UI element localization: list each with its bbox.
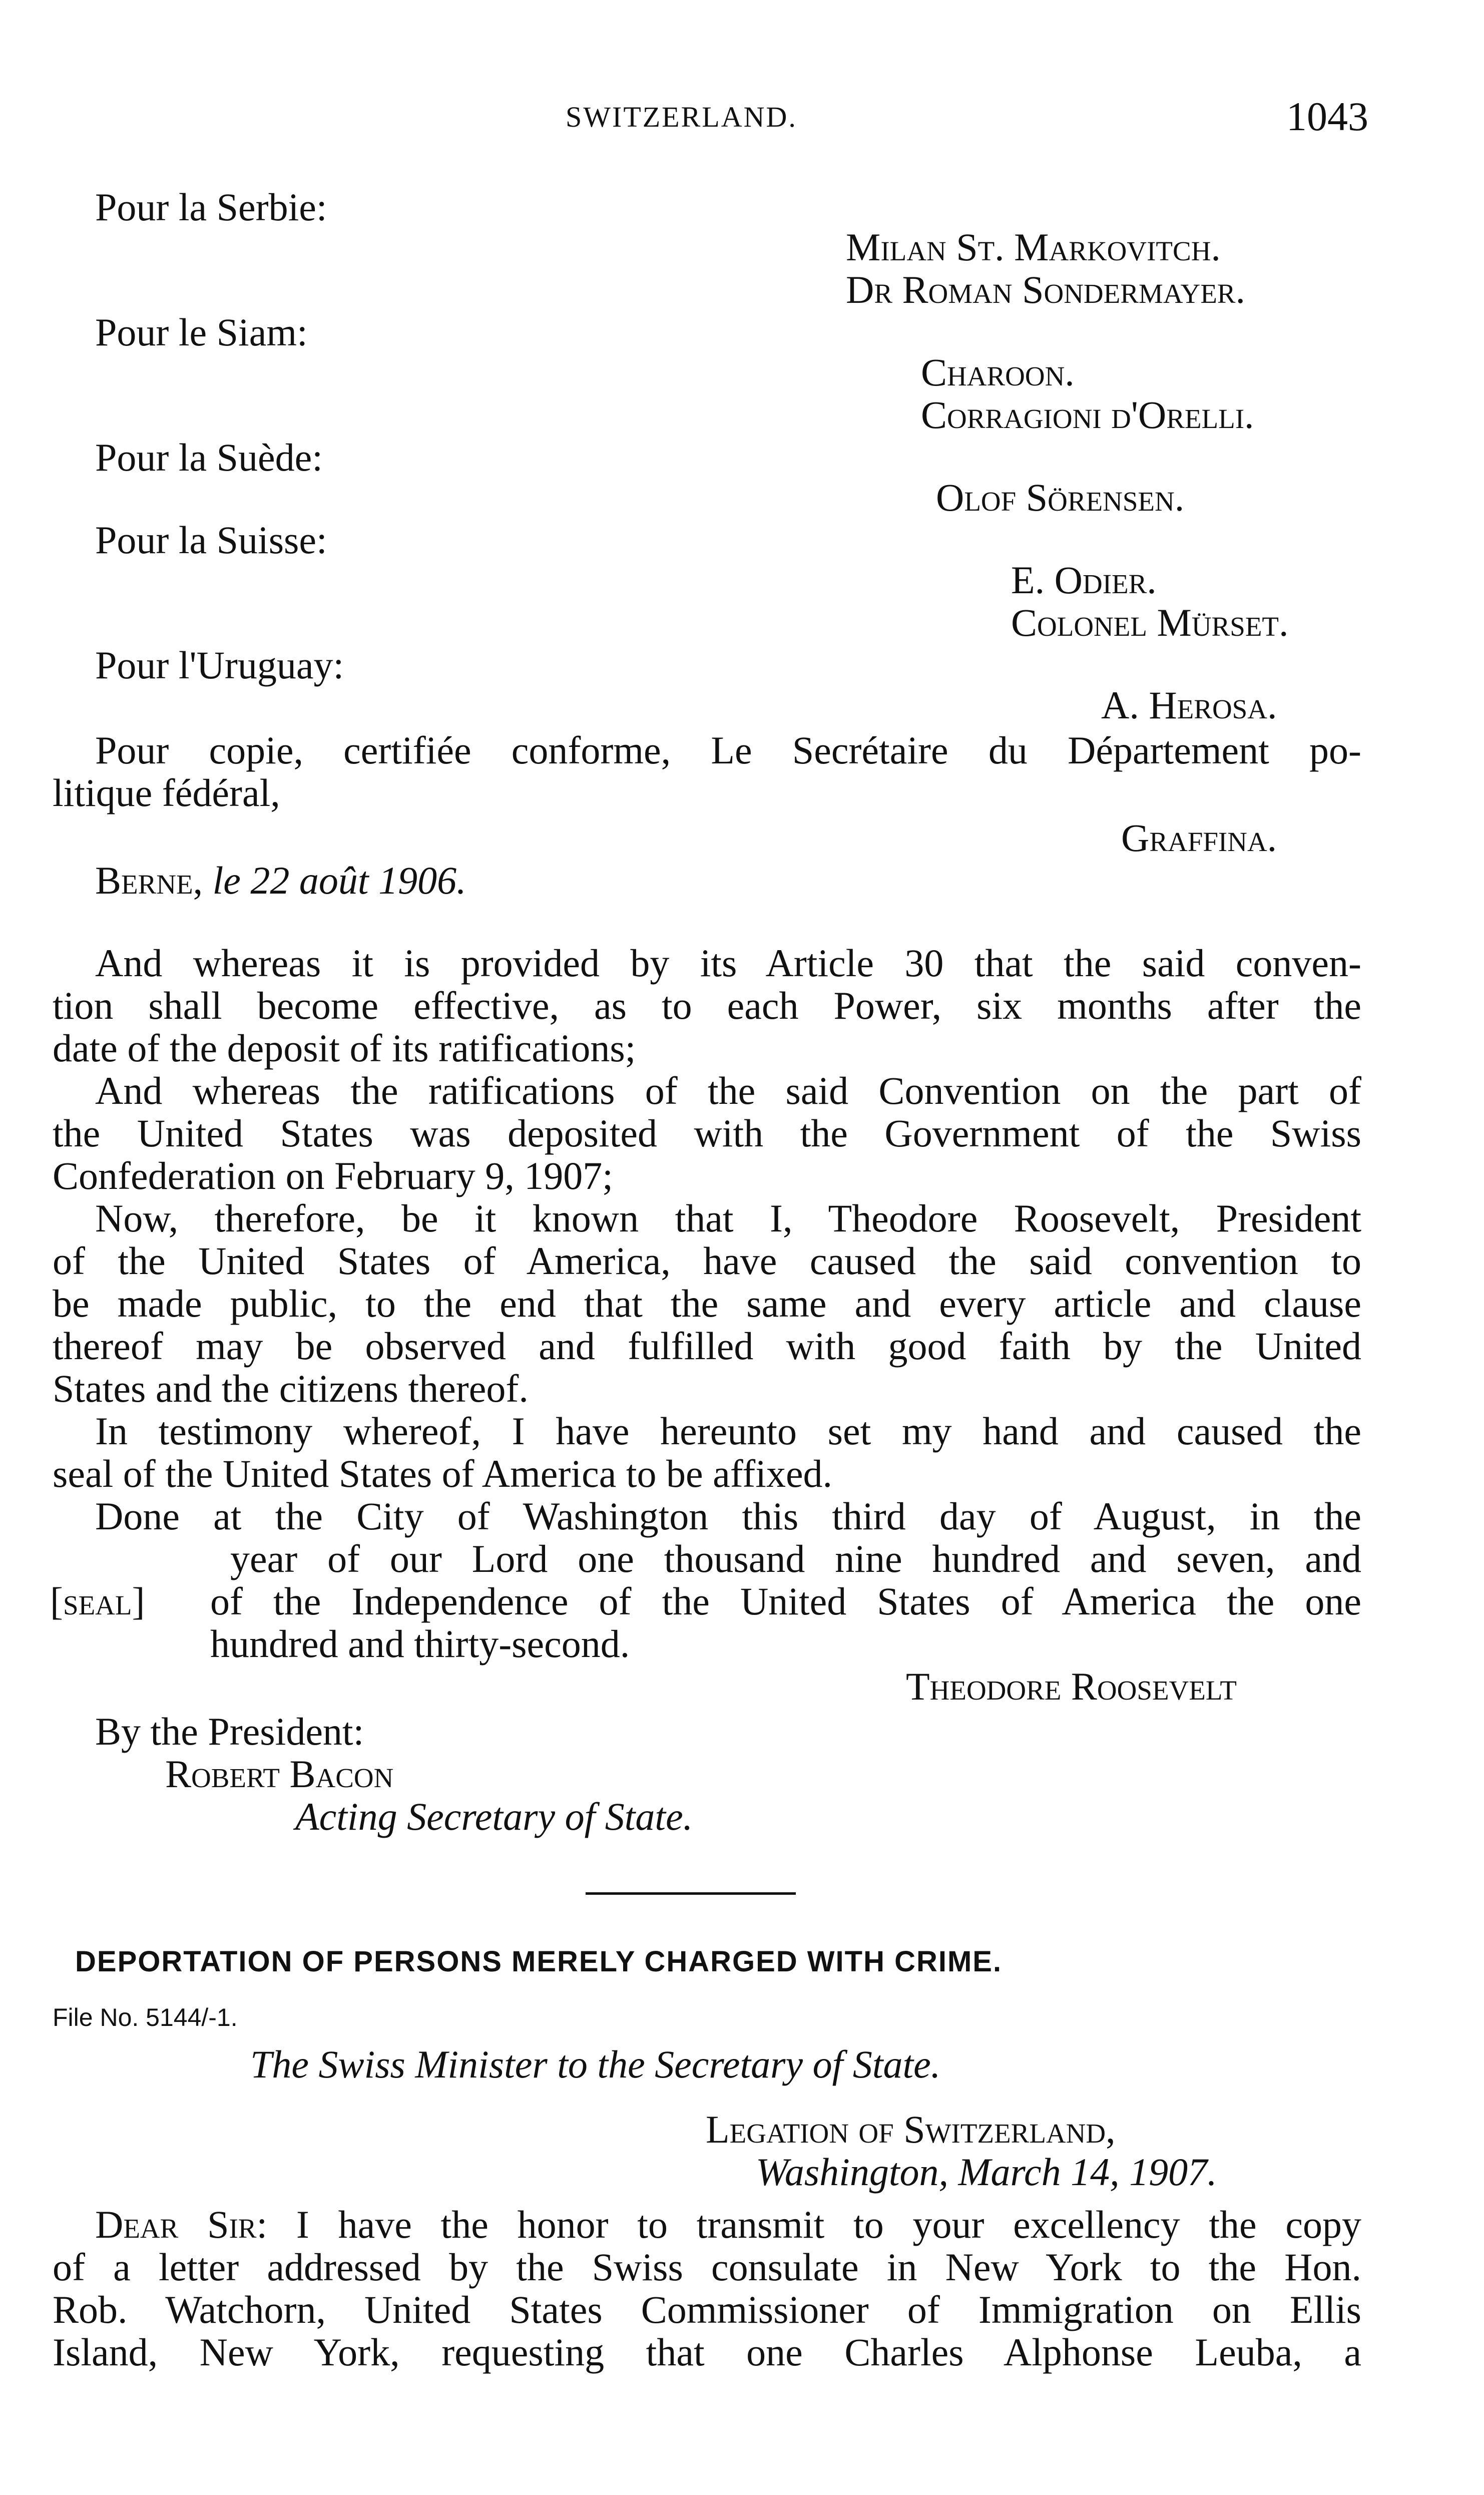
letter-first-line xyxy=(95,2205,1361,2244)
signatory-country: Pour la Suède: xyxy=(95,436,323,479)
signatory-country: Pour la Suisse: xyxy=(95,518,327,562)
signatory-name: Dr Roman Sondermayer. xyxy=(846,268,1245,311)
signatory-name: Colonel Mürset. xyxy=(1011,601,1289,644)
body-line: hundred and thirty-second. xyxy=(210,1622,630,1666)
page-number: 1043 xyxy=(1286,94,1368,139)
certification-line: Pour copie, certifiée conforme, Le Secrétaire du Département po- xyxy=(95,728,1361,772)
body-line: tion shall become effective, as to each Power, six months after the xyxy=(53,984,1361,1027)
certification-signer: Graffina. xyxy=(1121,816,1277,860)
date-text: le 22 août 1906. xyxy=(212,859,466,902)
section-subheading: The Swiss Minister to the Secretary of State. xyxy=(250,2042,941,2086)
certification-dateline xyxy=(95,861,466,900)
proclamation-signer: Theodore Roosevelt xyxy=(906,1665,1237,1708)
signatory-name: Milan St. Markovitch. xyxy=(846,225,1221,269)
body-line: Done at the City of Washington this third day of August, in the xyxy=(95,1494,1361,1538)
seal-marker: [seal] xyxy=(50,1579,145,1623)
body-line: year of our Lord one thousand nine hundred and seven, and xyxy=(230,1537,1361,1580)
running-title: SWITZERLAND. xyxy=(566,101,797,133)
signatory-name: A. Herosa. xyxy=(1101,683,1277,727)
body-line: the United States was deposited with the Government of the Swiss xyxy=(53,1111,1361,1155)
legation-date: Washington, March 14, 1907. xyxy=(756,2150,1217,2194)
body-line: And whereas the ratifications of the said Convention on the part of xyxy=(95,1069,1361,1112)
signatory-name: E. Odier. xyxy=(1011,558,1157,602)
body-line: Rob. Watchorn, United States Commissioner of Immigration on Ellis xyxy=(53,2288,1361,2331)
body-line: In testimony whereof, I have hereunto set my hand and caused the xyxy=(95,1409,1361,1453)
body-line: States and the citizens thereof. xyxy=(53,1367,529,1410)
body-line: And whereas it is provided by its Article 30 that the said conven- xyxy=(95,941,1361,985)
signatory-country: Pour la Serbie: xyxy=(95,185,327,229)
by-president: By the President: xyxy=(95,1710,364,1753)
body-text: I have the honor to transmit to your excellency the copy xyxy=(267,2203,1361,2246)
body-line: be made public, to the end that the same and every article and clause xyxy=(53,1282,1361,1325)
signatory-country: Pour l'Uruguay: xyxy=(95,643,344,687)
body-line: seal of the United States of America to be affixed. xyxy=(53,1452,833,1495)
salutation: Dear Sir: xyxy=(95,2203,268,2246)
secretary-name: Robert Bacon xyxy=(165,1752,394,1796)
certification-line: litique fédéral, xyxy=(53,771,280,814)
signatory-name: Charoon. xyxy=(921,350,1075,394)
signatory-name: Olof Sörensen. xyxy=(936,476,1185,519)
file-number: File No. 5144/-1. xyxy=(53,2003,238,2031)
body-line: of the Independence of the United States of America the one xyxy=(210,1579,1361,1623)
place-name: Berne, xyxy=(95,859,203,902)
body-line: Now, therefore, be it known that I, Theodore Roosevelt, President xyxy=(95,1196,1361,1240)
body-line: of the United States of America, have caused the said convention to xyxy=(53,1239,1361,1283)
legation-line: Legation of Switzerland, xyxy=(706,2108,1116,2151)
body-line: thereof may be observed and fulfilled with good faith by the United xyxy=(53,1324,1361,1368)
secretary-title: Acting Secretary of State. xyxy=(295,1795,693,1838)
body-line: Island, New York, requesting that one Charles Alphonse Leuba, a xyxy=(53,2330,1361,2374)
signatory-name: Corragioni d'Orelli. xyxy=(921,393,1254,437)
body-line: of a letter addressed by the Swiss consulate in New York to the Hon. xyxy=(53,2245,1361,2289)
signatory-country: Pour le Siam: xyxy=(95,310,308,354)
section-divider xyxy=(586,1892,796,1895)
body-line: date of the deposit of its ratifications; xyxy=(53,1026,636,1070)
body-line: Confederation on February 9, 1907; xyxy=(53,1154,613,1197)
section-heading: DEPORTATION OF PERSONS MERELY CHARGED WITH CRIME. xyxy=(75,1945,1003,1978)
